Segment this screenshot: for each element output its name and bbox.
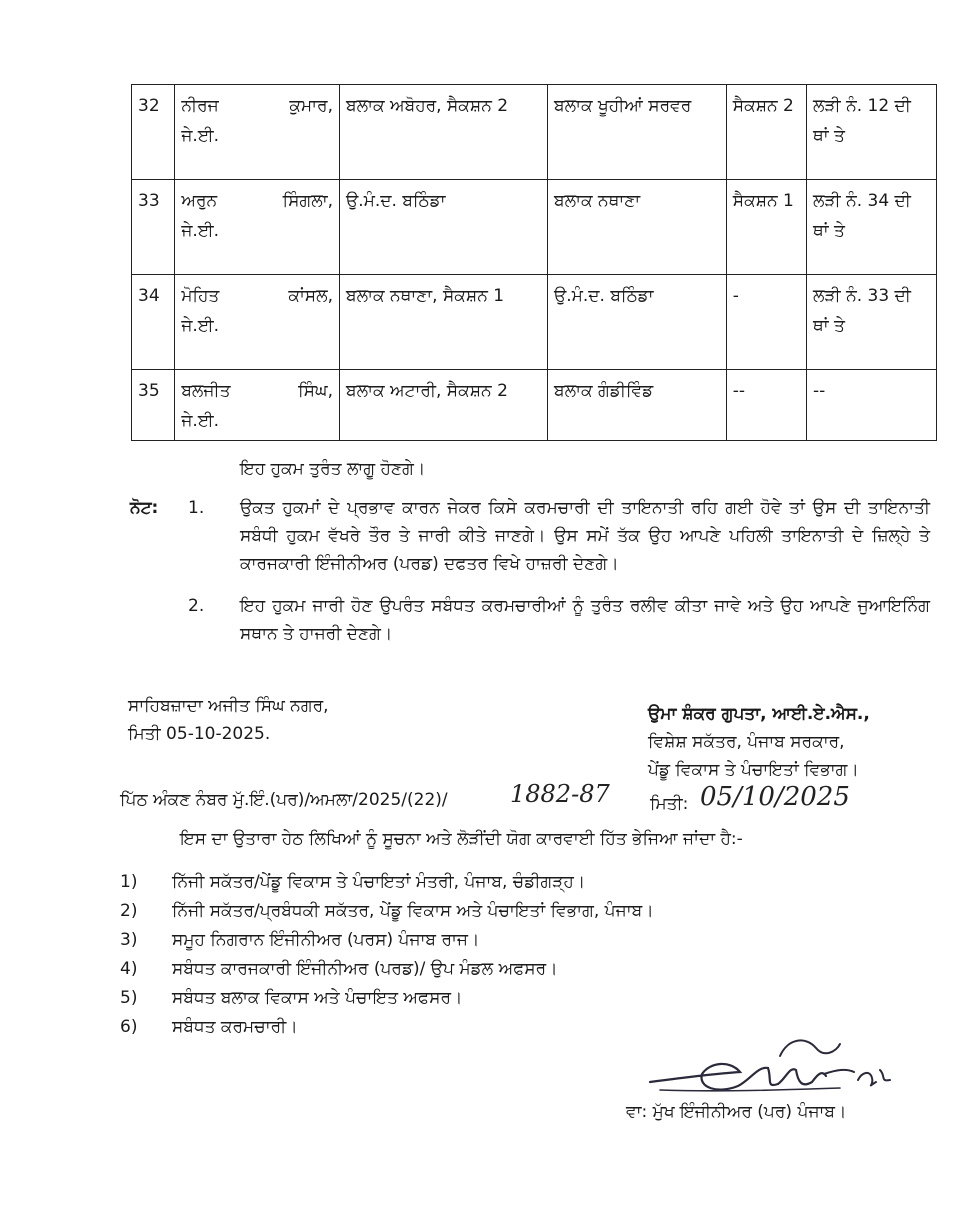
signatory-department: ਪੇਂਡੂ ਵਿਕਾਸ ਤੇ ਪੰਚਾਇਤਾਂ ਵਿਭਾਗ।: [648, 760, 859, 780]
list-number: 2): [120, 901, 138, 921]
issue-place: ਸਾਹਿਬਜ਼ਾਦਾ ਅਜੀਤ ਸਿੰਘ ਨਗਰ,: [128, 696, 329, 716]
note-label: ਨੋਟ:: [130, 498, 159, 518]
endorsement-reference: ਪਿੱਠ ਅੰਕਣ ਨੰਬਰ ਮੁੱ.ਇੰ.(ਪਰ)/ਅਮਲਾ/2025/(22)/: [120, 790, 448, 810]
endorsement-date-label: ਮਿਤੀ:: [650, 794, 689, 814]
list-item: ਸਬੰਧਤ ਕਾਰਜਕਾਰੀ ਇੰਜੀਨੀਅਰ (ਪਰਡ)/ ਉਪ ਮੰਡਲ ਅਫਸਰ।: [172, 959, 558, 979]
list-number: 5): [120, 988, 138, 1008]
remark: ਲੜੀ ਨੰ. 12 ਦੀ ਥਾਂ ਤੇ: [806, 85, 936, 180]
posted-to: ਬਲਾਕ ਨਥਾਣਾ: [548, 180, 727, 275]
list-item: ਸਬੰਧਤ ਕਰਮਚਾਰੀ।: [172, 1017, 298, 1037]
name-last: ਸਿੰਘ,: [298, 381, 333, 401]
list-number: 1): [120, 872, 138, 892]
section: ਸੈਕਸ਼ਨ 1: [726, 180, 806, 275]
list-number: 6): [120, 1017, 138, 1037]
remark: ਲੜੀ ਨੰ. 34 ਦੀ ਥਾਂ ਤੇ: [806, 180, 936, 275]
list-number: 4): [120, 959, 138, 979]
employee-name: [175, 275, 340, 370]
note-text: ਇਹ ਹੁਕਮ ਜਾਰੀ ਹੋਣ ਉਪਰੰਤ ਸਬੰਧਤ ਕਰਮਚਾਰੀਆਂ ਨੂੰ ਤੁਰੰਤ ਰਲੀਵ ਕੀਤਾ ਜਾਵੇ ਅਤੇ ਉਹ ਆਪਣੇ ਜੁਆਇਨਿੰਗ ਸਥਾਨ ਤੇ ਹਾਜਰੀ ਦੇਣਗੇ।: [240, 596, 930, 644]
name-post: ਜੇ.ਈ.: [181, 316, 220, 336]
section: ਸੈਕਸ਼ਨ 2: [726, 85, 806, 180]
note-number: 1.: [188, 498, 205, 518]
handwritten-endorsement-date: 05/10/2025: [700, 782, 850, 812]
list-item: ਸਬੰਧਤ ਬਲਾਕ ਵਿਕਾਸ ਅਤੇ ਪੰਚਾਇਤ ਅਫਸਰ।: [172, 988, 463, 1008]
name-last: ਸਿੰਗਲਾ,: [282, 191, 333, 211]
endorsement-intro: ਇਸ ਦਾ ਉਤਾਰਾ ਹੇਠ ਲਿਖਿਆਂ ਨੂੰ ਸੂਚਨਾ ਅਤੇ ਲੋੜੀਂਦੀ ਯੋਗ ਕਾਰਵਾਈ ਹਿੱਤ ਭੇਜਿਆ ਜਾਂਦਾ ਹੈ:-: [180, 829, 743, 849]
name-post: ਜੇ.ਈ.: [181, 126, 220, 146]
employee-name: [175, 180, 340, 275]
serial-number: 35: [132, 370, 175, 441]
table-row: [132, 180, 937, 275]
posted-from: ਬਲਾਕ ਨਥਾਣਾ, ਸੈਕਸ਼ਨ 1: [340, 275, 548, 370]
table-row: [132, 275, 937, 370]
name-post: ਜੇ.ਈ.: [181, 221, 220, 241]
name-last: ਕੁਮਾਰ,: [289, 96, 333, 116]
list-item: ਨਿੱਜੀ ਸਕੱਤਰ/ਪ੍ਰਬੰਧਕੀ ਸਕੱਤਰ, ਪੇਂਡੂ ਵਿਕਾਸ ਅਤੇ ਪੰਚਾਇਤਾਂ ਵਿਭਾਗ, ਪੰਜਾਬ।: [172, 901, 654, 921]
employee-name: [175, 370, 340, 441]
list-number: 3): [120, 930, 138, 950]
posted-from: ਬਲਾਕ ਅਬੋਹਰ, ਸੈਕਸ਼ਨ 2: [340, 85, 548, 180]
employee-name: [175, 85, 340, 180]
list-item: ਸਮੂਹ ਨਿਗਰਾਨ ਇੰਜੀਨੀਅਰ (ਪਰਸ) ਪੰਜਾਬ ਰਾਜ।: [172, 930, 480, 950]
table-row: [132, 370, 937, 441]
section: -: [726, 275, 806, 370]
posted-to: ਬਲਾਕ ਖੂਹੀਆਂ ਸਰਵਰ: [548, 85, 727, 180]
note-number: 2.: [188, 596, 205, 616]
name-first: ਅਰੁਨ: [181, 191, 218, 211]
issue-date: ਮਿਤੀ 05-10-2025.: [128, 724, 271, 744]
remark: ਲੜੀ ਨੰ. 33 ਦੀ ਥਾਂ ਤੇ: [806, 275, 936, 370]
posted-to: ਉ.ਮੰ.ਦ. ਬਠਿੰਡਾ: [548, 275, 727, 370]
name-first: ਨੀਰਜ: [181, 96, 219, 116]
section: --: [726, 370, 806, 441]
serial-number: 33: [132, 180, 175, 275]
posted-from: ਉ.ਮੰ.ਦ. ਬਠਿੰਡਾ: [340, 180, 548, 275]
name-first: ਬਲਜੀਤ: [181, 381, 231, 401]
signatory-designation: ਵਿਸ਼ੇਸ਼ ਸਕੱਤਰ, ਪੰਜਾਬ ਸਰਕਾਰ,: [648, 732, 845, 752]
serial-number: 32: [132, 85, 175, 180]
remark: --: [806, 370, 936, 441]
signed-for-designation: ਵਾ: ਮੁੱਖ ਇੰਜੀਨੀਅਰ (ਪਰ) ਪੰਜਾਬ।: [626, 1102, 847, 1122]
handwritten-reference-number: 1882-87: [510, 780, 610, 808]
signatory-name: ਉਮਾ ਸ਼ੰਕਰ ਗੁਪਤਾ, ਆਈ.ਏ.ਐਸ.,: [648, 704, 870, 724]
list-item: ਨਿੱਜੀ ਸਕੱਤਰ/ਪੇਂਡੂ ਵਿਕਾਸ ਤੇ ਪੰਚਾਇਤਾਂ ਮੰਤਰੀ, ਪੰਜਾਬ, ਚੰਡੀਗੜ੍ਹ।: [172, 872, 586, 892]
name-first: ਮੋਹਿਤ: [181, 286, 220, 306]
serial-number: 34: [132, 275, 175, 370]
name-last: ਕਾਂਸਲ,: [288, 286, 333, 306]
note-text: ਉਕਤ ਹੁਕਮਾਂ ਦੇ ਪ੍ਰਭਾਵ ਕਾਰਨ ਜੇਕਰ ਕਿਸੇ ਕਰਮਚਾਰੀ ਦੀ ਤਾਇਨਾਤੀ ਰਹਿ ਗਈ ਹੋਵੇ ਤਾਂ ਉਸ ਦੀ ਤਾਇਨਾਤੀ ਸਬੰਧੀ ਹੁਕਮ ਵੱਖਰੇ ਤੌਰ ਤੇ ਜਾਰੀ ਕੀਤੇ ਜਾਣਗੇ। ਉਸ ਸਮੇਂ ਤੱਕ ਉਹ ਆਪਣੇ ਪਹਿਲੀ ਤਾਇਨਾਤੀ ਦੇ ਜ਼ਿਲ੍ਹੇ ਤੇ ਕਾਰਜਕਾਰੀ ਇੰਜੀਨੀਅਰ (ਪਰਡ) ਦਫਤਰ ਵਿਖੇ ਹਾਜ਼ਰੀ ਦੇਣਗੇ।: [240, 498, 930, 574]
name-post: ਜੇ.ਈ.: [181, 411, 220, 431]
table-row: [132, 85, 937, 180]
posted-to: ਬਲਾਕ ਗੰਡੀਵਿੰਡ: [548, 370, 727, 441]
posted-from: ਬਲਾਕ ਅਟਾਰੀ, ਸੈਕਸ਼ਨ 2: [340, 370, 548, 441]
posting-table: [131, 84, 937, 441]
order-effect-line: ਇਹ ਹੁਕਮ ਤੁਰੰਤ ਲਾਗੂ ਹੋਣਗੇ।: [240, 459, 426, 479]
